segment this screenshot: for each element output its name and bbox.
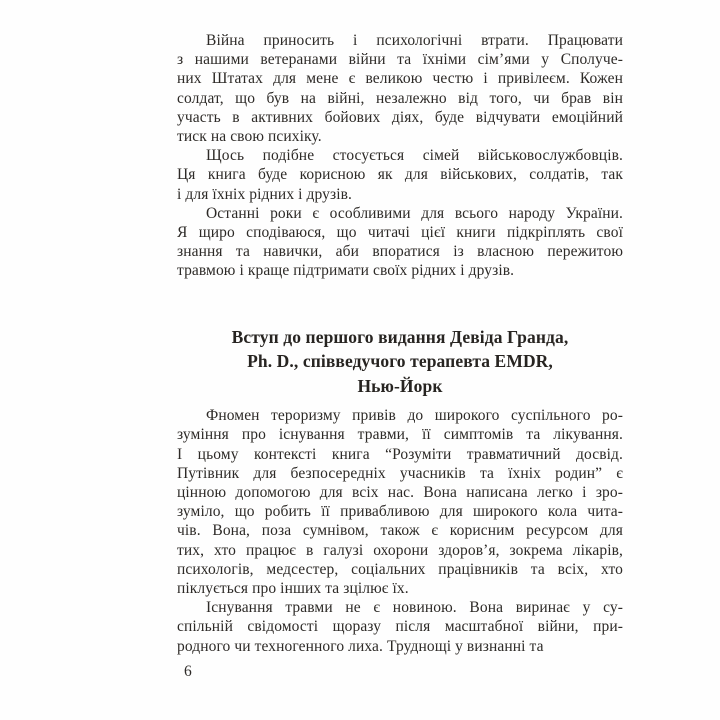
text-line: зуміло, що робить її привабливою для широкого кола чита- [177,503,623,521]
paragraph [177,31,623,146]
text-line: цінною допомогою для всіх нас. Вона написана легко і зро- [177,483,623,501]
text-line: піклується про інших та зцілює їх. [177,579,409,597]
text-column [177,31,623,656]
text-line: Ця книга буде корисною як для військових, солдатів, так [177,166,623,184]
text-line: родного чи техногенного лиха. Труднощі у визнанні та [177,637,544,655]
text-line: спільній свідомості щоразу після масштабної війни, при- [177,618,623,636]
paragraph [177,406,623,598]
text-line: психологів, медсестер, соціальних працівників та всіх, хто [177,560,623,578]
text-line: з нашими ветеранами війни та їхніми сім’ями у Сполуче- [177,51,623,69]
paragraph [177,598,623,656]
text-line: Путівник для безпосередніх учасників та їхніх родин” є [177,464,623,482]
paragraph [177,146,623,204]
text-line: Війна приносить і психологічні втрати. Працювати [206,32,623,49]
section-heading [177,325,623,399]
text-line: Існування травми не є новиною. Вона виринає у су- [206,599,623,617]
text-line: Я щиро сподіваюся, що читачі цієї книги підкріплять свої [177,224,623,242]
text-line: І цьому контексті книга “Розуміти травматичний досвід. [177,445,623,463]
text-line: Ph. D., співведучого терапевта EMDR, [247,351,553,372]
text-line: Вступ до першого видання Девіда Гранда, [231,326,569,347]
text-line: Фномен тероризму привів до широкого суспільного ро- [206,407,623,425]
text-line: знання та навички, аби впоратися із власною пережитою [177,243,623,261]
text-line: Останні роки є особливими для всього народу України. [206,204,623,222]
text-line: чів. Вона, поза сумнівом, також є корисним ресурсом для [177,522,623,540]
text-line: участь в активних бойових діях, буде відчувати емоційний [177,108,623,126]
page-number: 6 [184,663,192,680]
text-line: травмою і краще підтримати своїх рідних і друзів. [177,262,515,280]
text-line: зуміння про існування травми, її симптомів та лікування. [177,426,623,444]
text-line: тих, хто працює в галузі охорони здоров’я, зокрема лікарів, [177,541,623,559]
text-line: солдат, що був на війні, незалежно від того, чи брав він [177,89,623,107]
text-line: тиск на свою психіку. [177,128,322,146]
text-line: Нью-Йорк [357,375,443,396]
text-line: них Штатах для мене є великою честю і привілеєм. Кожен [177,70,623,88]
paragraph [177,204,623,281]
text-line: і для їхніх рідних і друзів. [177,185,353,203]
text-line: Щось подібне стосується сімей військовослужбовців. [206,147,623,165]
